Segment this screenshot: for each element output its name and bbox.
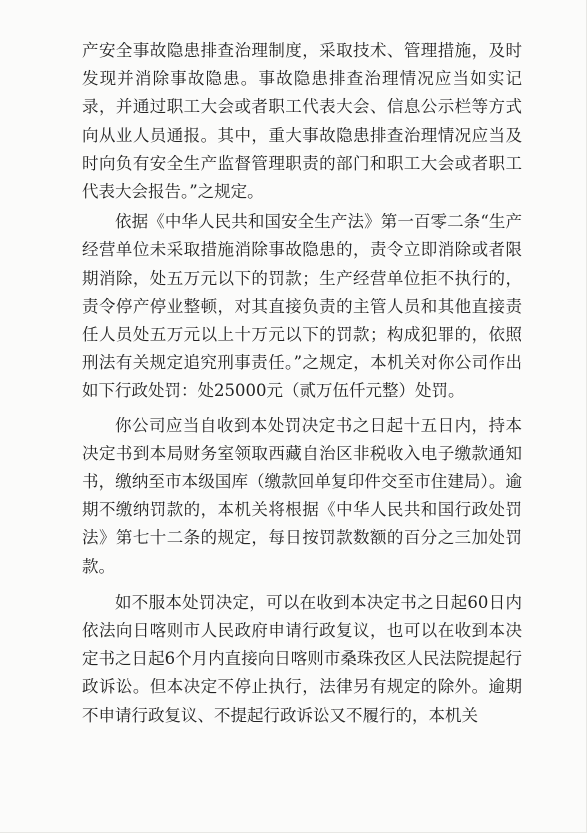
paragraph-appeal-rights: 如不服本处罚决定，可以在收到本决定书之日起60日内依法向日喀则市人民政府申请行政复议，也可以在收到本决定书之日起6个月内直接向日喀则市桑珠孜区人民法院提起行政诉讼。但本决定不停止执行，法律另有规定的除外。逾期不申请行政复议、不提起行政诉讼又不履行的，本机关 bbox=[82, 592, 522, 725]
paragraph-legal-basis: 依据《中华人民共和国安全生产法》第一百零二条“生产经营单位未采取措施消除事故隐患的，责令立即消除或者限期消除，处五万元以下的罚款；生产经营单位拒不执行的，责令停产停业整顿，对其直接负责的主管人员和其他直接责任人员处五万元以上十万元以下的罚款；构成犯罪的，依照刑法有关规定追究刑事责任。”之规定，本机关对你公司作出如下行政处罚：处25000元（贰万伍仟元整）处罚。 bbox=[82, 212, 522, 401]
document-body bbox=[82, 37, 522, 730]
paragraph-continuation: 产安全事故隐患排查治理制度，采取技术、管理措施，及时发现并消除事故隐患。事故隐患排查治理情况应当如实记录，并通过职工大会或者职工代表大会、信息公示栏等方式向从业人员通报。其中，重大事故隐患排查治理情况应当及时向负有安全生产监督管理职责的部门和职工大会或者职工代表大会报告。”之规定。 bbox=[82, 41, 522, 202]
paragraph-payment-instructions: 你公司应当自收到本处罚决定书之日起十五日内，持本决定书到本局财务室领取西藏自治区非税收入电子缴款通知书，缴纳至市本级国库（缴款回单复印件交至市住建局）。逾期不缴纳罚款的，本机关将根据《中华人民共和国行政处罚法》第七十二条的规定，每日按罚款数额的百分之三加处罚款。 bbox=[82, 415, 522, 576]
